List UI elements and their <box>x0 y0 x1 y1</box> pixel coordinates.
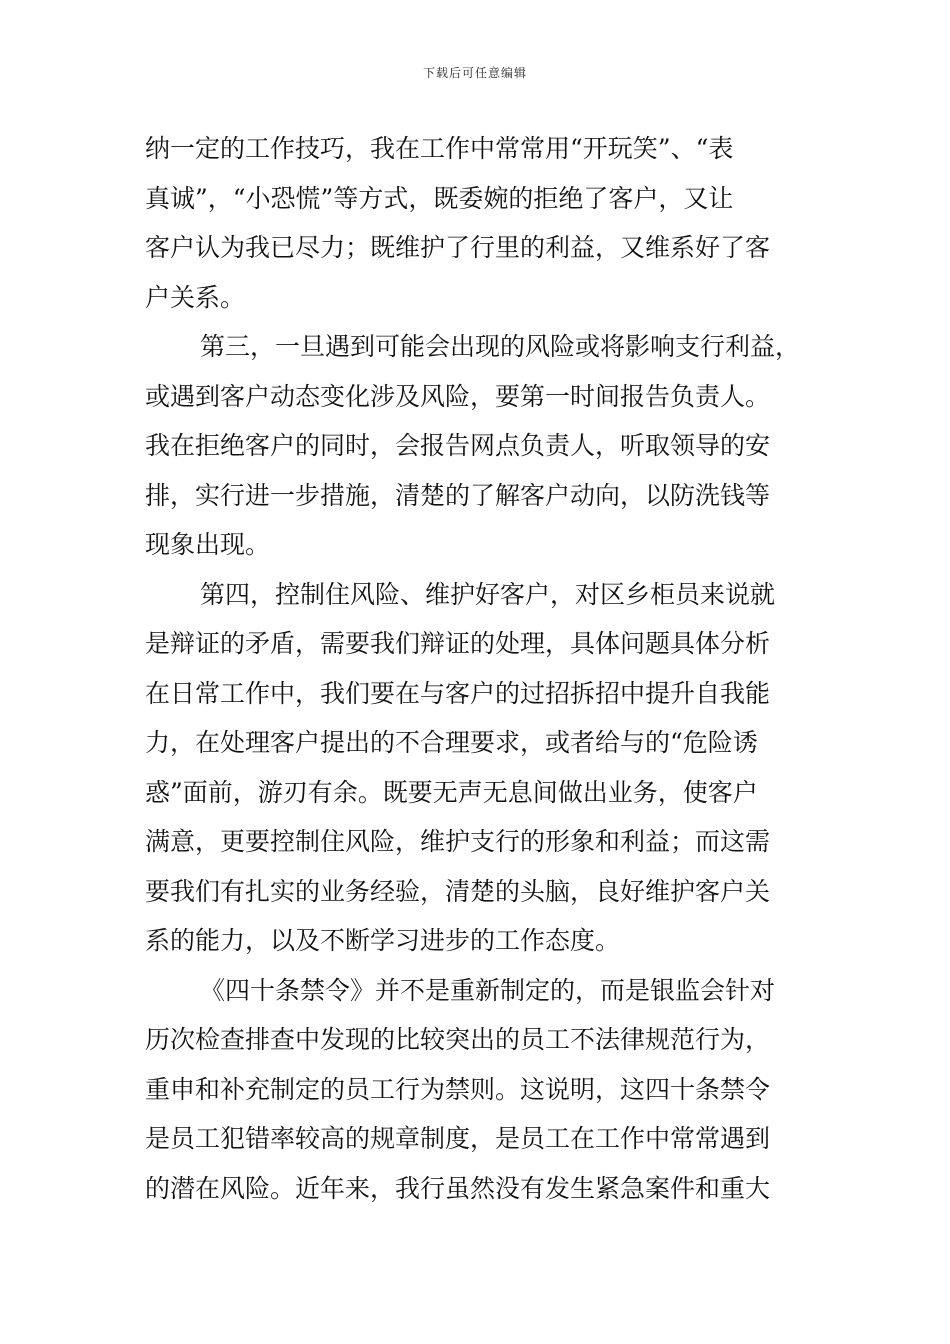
page-header: 下载后可任意编辑 <box>422 66 527 80</box>
text-line: 系的能力，以及不断学习进步的工作态度。 <box>145 926 621 955</box>
paragraph-start-line: 《四十条禁令》并不是重新制定的，而是银监会针对 <box>200 975 776 1005</box>
document-body <box>145 124 810 1213</box>
text-line: 力，在处理客户提出的不合理要求，或者给与的“危险诱 <box>145 728 758 757</box>
text-line: 纳一定的工作技巧，我在工作中常常用“开玩笑”、“表 <box>145 134 734 163</box>
text-line: 是员工犯错率较高的规章制度，是员工在工作中常常遇到 <box>145 1124 771 1153</box>
paragraph-start-line: 第三，一旦遇到可能会出现的风险或将影响支行利益， <box>200 332 801 361</box>
text-line: 满意，更要控制住风险，维护支行的形象和利益；而这需 <box>145 827 771 856</box>
text-line: 的潜在风险。近年来，我行虽然没有发生紧急案件和重大 <box>145 1173 771 1203</box>
paragraph-start-line: 第四，控制住风险、维护好客户，对区乡柜员来说就 <box>200 579 776 609</box>
text-line: 重申和补充制定的员工行为禁则。这说明，这四十条禁令 <box>145 1074 771 1104</box>
text-line: 户关系。 <box>145 282 246 312</box>
text-line: 惑”面前，游刃有余。既要无声无息间做出业务，使客户 <box>145 777 758 807</box>
text-line: 在日常工作中，我们要在与客户的过招拆招中提升自我能 <box>145 678 771 708</box>
text-line: 要我们有扎实的业务经验，清楚的头脑，良好维护客户关 <box>145 876 771 906</box>
text-line: 是辩证的矛盾，需要我们辩证的处理，具体问题具体分析 <box>145 629 771 658</box>
text-line: 现象出现。 <box>145 530 271 559</box>
text-line: 历次检查排查中发现的比较突出的员工不法律规范行为， <box>145 1025 771 1054</box>
text-line: 或遇到客户动态变化涉及风险，要第一时间报告负责人。 <box>145 381 771 411</box>
text-line: 我在拒绝客户的同时，会报告网点负责人，听取领导的安 <box>145 431 771 460</box>
text-line: 客户认为我已尽力；既维护了行里的利益，又维系好了客 <box>145 233 771 262</box>
text-line: 排，实行进一步措施，清楚的了解客户动向，以防洗钱等 <box>145 480 771 510</box>
text-line: 真诚”，“小恐慌”等方式，既委婉的拒绝了客户，又让 <box>145 183 734 213</box>
